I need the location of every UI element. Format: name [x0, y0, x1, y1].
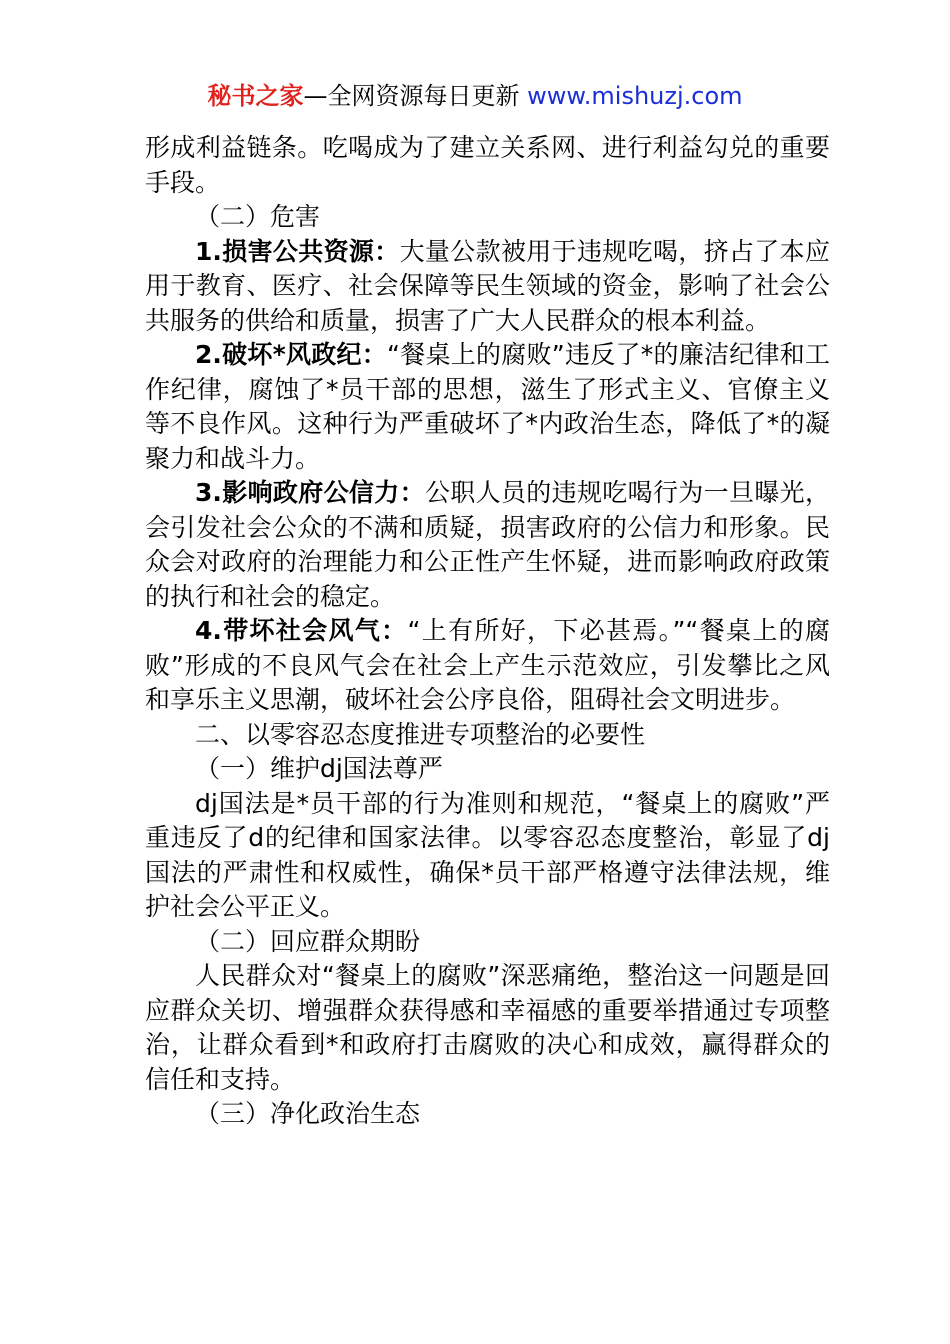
harm-3-title: 3.影响政府公信力： — [195, 478, 425, 507]
paragraph-necessity-2: 人民群众对“餐桌上的腐败”深恶痛绝，整治这一问题是回应群众关切、增强群众获得感和幸福感的重要举措通过专项整治，让群众看到*和政府打击腐败的决心和成效，赢得群众的信任和支持。 — [145, 961, 830, 1094]
paragraph-harm-4 — [145, 614, 830, 718]
harm-2-title: 2.破坏*风政纪： — [195, 340, 388, 369]
subheading-2: （二）回应群众期盼 — [195, 926, 421, 956]
paragraph-harm-2 — [145, 338, 830, 476]
site-tagline: —全网资源每日更新 — [303, 82, 528, 110]
subheading-1: （一）维护dj国法尊严 — [195, 754, 443, 783]
paragraph-harm-1 — [145, 235, 830, 339]
harm-4-title: 4.带坏社会风气： — [195, 616, 408, 645]
paragraph-continuation: 形成利益链条。吃喝成为了建立关系网、进行利益勾兑的重要手段。 — [145, 133, 830, 197]
subheading-3: （三）净化政治生态 — [195, 1099, 421, 1128]
section-heading-necessity: 二、以零容忍态度推进专项整治的必要性 — [195, 719, 646, 749]
paragraph-harm-3 — [145, 476, 830, 614]
harm-3-text: 公职人员的违规吃喝行为一旦曝光，会引发社会公众的不满和质疑，损害政府的公信力和形象。民众会对政府的治理能力和公正性产生怀疑，进而影响政府政策的执行和社会的稳定。 — [145, 478, 830, 611]
harm-1-title: 1.损害公共资源： — [195, 236, 400, 266]
site-url-link[interactable]: www.mishuzj.com — [527, 82, 743, 110]
harm-4-text: “上有所好，下必甚焉。”“餐桌上的腐败”形成的不良风气会在社会上产生示范效应，引发攀比之风和享乐主义思潮，破坏社会公序良俗，阻碍社会文明进步。 — [145, 616, 830, 714]
site-brand: 秘书之家 — [207, 82, 304, 110]
section-heading-harms: （二）危害 — [195, 202, 321, 231]
harm-2-text: “餐桌上的腐败”违反了*的廉洁纪律和工作纪律，腐蚀了*员干部的思想，滋生了形式主义、官僚主义等不良作风。这种行为严重破坏了*内政治生态，降低了*的凝聚力和战斗力。 — [145, 340, 831, 473]
document-body — [145, 131, 830, 1132]
harm-1-text: 大量公款被用于违规吃喝，挤占了本应用于教育、医疗、社会保障等民生领域的资金，影响了社会公共服务的供给和质量，损害了广大人民群众的根本利益。 — [145, 236, 830, 335]
paragraph-necessity-1: dj国法是*员干部的行为准则和规范，“餐桌上的腐败”严重违反了d的纪律和国家法律。以零容忍态度整治，彰显了dj国法的严肃性和权威性，确保*员干部严格遵守法律法规，维护社会公平正义。 — [145, 788, 830, 921]
site-header — [0, 80, 950, 112]
